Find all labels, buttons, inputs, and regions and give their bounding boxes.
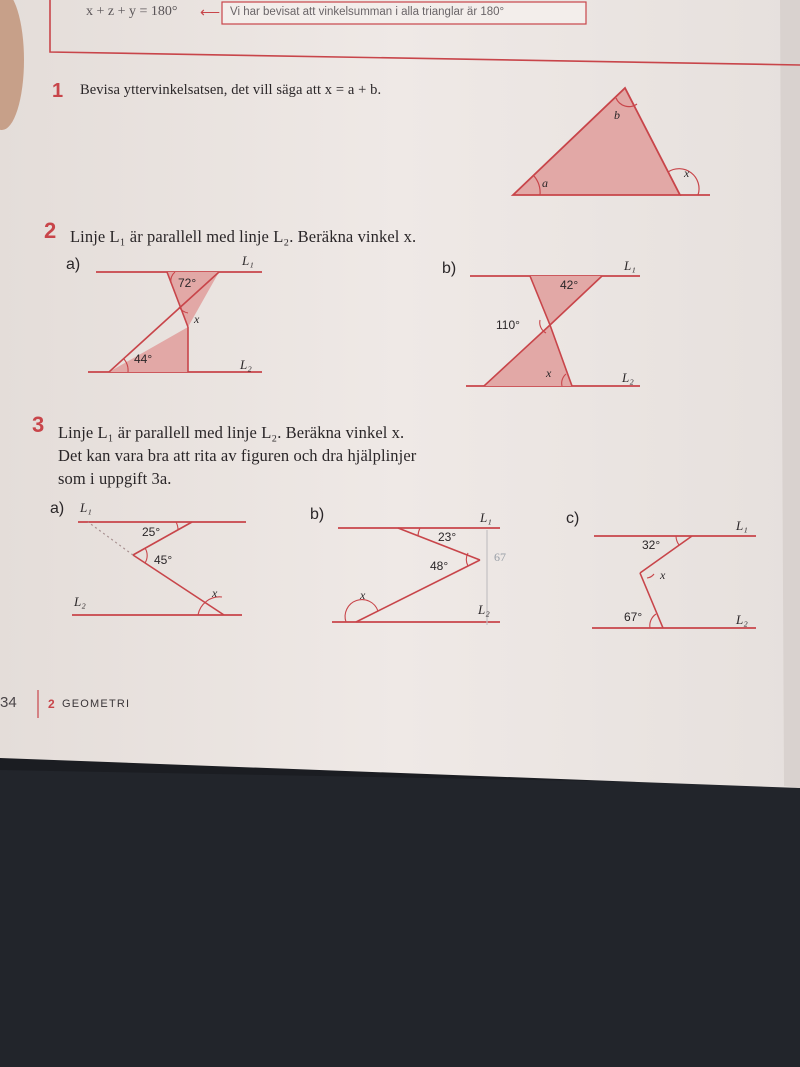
task3b-L1: L₁ [480, 510, 492, 525]
task1-number: 1 [52, 80, 64, 102]
task3b-top-angle: 23° [438, 530, 457, 544]
chapter-number: 2 [48, 697, 55, 711]
task1-text: Bevisa yttervinkelsatsen, det vill säga att x = a + b. [80, 82, 382, 98]
task3b-pencil-note: 67 [494, 550, 506, 564]
task3-line2: Det kan vara bra att rita av figuren och dra hjälplinjer [58, 446, 417, 465]
task3c-top-angle: 32° [642, 538, 661, 552]
task3a-L1: L₁ [80, 500, 92, 515]
task3c-L2: L₂ [736, 612, 748, 627]
note-text: Vi har bevisat att vinkelsumman i alla trianglar är 180° [230, 6, 505, 18]
left-arrow-icon: ⟵ [200, 4, 221, 20]
task3c-label: c) [566, 510, 580, 527]
task2b-label: b) [442, 260, 457, 277]
task3c-L1: L₁ [736, 518, 748, 533]
task3c-bottom-angle: 67° [624, 610, 643, 624]
task2a-L2: L₂ [240, 357, 252, 372]
task3a-label: a) [50, 500, 65, 517]
top-formula: x + z + y = 180° [86, 4, 178, 19]
task2b-x: x [546, 366, 552, 380]
task2b-middle-angle: 110° [496, 318, 520, 332]
task1-label-x: x [684, 166, 690, 180]
task2a-bottom-angle: 44° [134, 352, 153, 366]
task3-number: 3 [32, 412, 45, 437]
task3-line3: som i uppgift 3a. [58, 469, 172, 488]
task3-line1: Linje L₁ är parallell med linje L₂. Beräkna vinkel x. [58, 423, 405, 442]
page-number: 34 [0, 694, 17, 711]
task2-text: Linje L₁ är parallell med linje L₂. Beräkna vinkel x. [70, 227, 417, 246]
task2-number: 2 [44, 218, 57, 243]
task3a-x: x [212, 586, 218, 600]
task2b-L2: L₂ [622, 370, 634, 385]
chapter-title: GEOMETRI [62, 698, 131, 710]
task2b-top-angle: 42° [560, 278, 579, 292]
task3a-top-angle: 25° [142, 525, 161, 539]
task3a-L2: L₂ [74, 594, 86, 609]
task3b-L2: L₂ [478, 602, 490, 617]
task3b-x: x [360, 588, 366, 602]
task1-label-a: a [542, 176, 548, 190]
task2a-label: a) [66, 256, 81, 273]
task3c-x: x [660, 568, 666, 582]
task1-label-b: b [614, 108, 620, 122]
task2b-L1: L₁ [624, 258, 636, 273]
task2a-x: x [194, 312, 200, 326]
task3a-middle-angle: 45° [154, 553, 173, 567]
task2a-L1: L₁ [242, 253, 254, 268]
task3b-middle-angle: 48° [430, 559, 449, 573]
task2a-top-angle: 72° [178, 276, 197, 290]
task3b-label: b) [310, 506, 325, 523]
